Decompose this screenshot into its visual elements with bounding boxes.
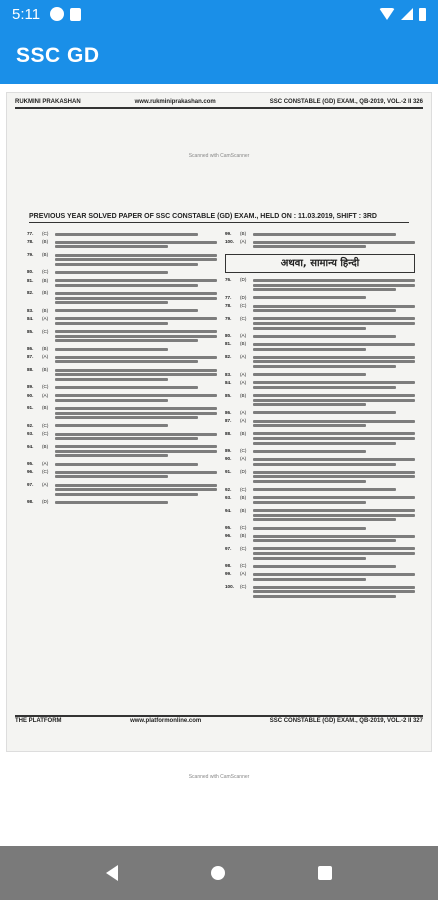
question-number: 95. [27,461,34,467]
header-right: SSC CONSTABLE (GD) EXAM., QB-2019, VOL.-2 II 326 [269,99,423,105]
question-item [225,584,415,599]
page-footer [15,715,423,725]
answer-option: (D) [240,277,247,283]
answer-option: (D) [42,499,49,505]
answer-option: (A) [240,418,247,424]
left-column [27,231,217,721]
question-number: 87. [27,354,34,360]
status-bar [0,0,438,28]
scanned-note-top: Scanned with CamScanner [188,153,250,159]
answer-option: (B) [42,307,49,313]
question-number: 78. [225,303,232,309]
question-number: 93. [27,430,34,436]
section-title: PREVIOUS YEAR SOLVED PAPER OF SSC CONSTABLE (GD) EXAM., HELD ON : 11.03.2019, SHIFT : 3RD [29,213,409,223]
answer-option: (B) [42,367,49,372]
question-number: 80. [27,269,34,275]
question-number: 76. [225,277,232,283]
answer-option: (C) [240,545,247,551]
question-number: 82. [27,290,34,296]
question-item [27,461,217,467]
question-item [27,269,217,275]
answer-option: (C) [42,269,49,275]
footer-left: THE PLATFORM [15,718,62,724]
question-item [27,482,217,497]
question-item [27,308,217,314]
question-item [225,546,415,561]
answer-option: (B) [42,251,49,257]
question-item [225,448,415,454]
question-item [27,384,217,390]
answer-option: (A) [240,239,247,245]
page-header [15,97,423,109]
question-number: 94. [225,507,232,513]
header-mid: www.rukminiprakashan.com [134,99,216,105]
answer-option: (C) [42,422,49,428]
question-number: 83. [27,307,34,313]
question-number: 89. [225,448,232,454]
question-number: 87. [225,418,232,424]
question-number: 97. [27,482,34,488]
question-item [225,372,415,378]
answer-option: (D) [240,294,247,300]
question-item [27,499,217,505]
footer-mid: www.platformonline.com [130,718,202,724]
answer-option: (C) [42,328,49,334]
question-item [27,393,217,404]
answer-option: (C) [240,303,247,309]
answer-option: (A) [42,354,49,360]
question-item [225,571,415,582]
answer-option: (B) [240,341,247,347]
answer-option: (A) [42,392,49,398]
question-number: 92. [27,422,34,428]
answer-option: (B) [240,507,247,513]
question-item [27,231,217,237]
question-number: 95. [225,524,232,530]
question-item [27,316,217,327]
question-number: 81. [225,341,232,347]
answer-option: (C) [42,231,49,236]
question-number: 77. [27,231,34,236]
question-number: 81. [27,277,34,283]
question-number: 80. [225,333,232,339]
home-icon[interactable] [211,866,225,880]
answer-option: (C) [42,384,49,390]
question-number: 90. [27,392,34,398]
question-item [225,456,415,467]
answer-option: (A) [240,371,247,377]
question-number: 77. [225,294,232,300]
question-item [27,367,217,382]
question-number: 88. [225,430,232,436]
answer-option: (B) [240,494,247,500]
question-number: 86. [27,346,34,352]
app-bar [0,28,438,84]
question-number: 88. [27,367,34,372]
question-item [27,329,217,344]
answer-option: (C) [240,563,247,569]
question-number: 93. [225,494,232,500]
question-number: 94. [27,443,34,449]
battery-icon [419,8,426,21]
question-item [27,290,217,305]
answer-option: (B) [42,405,49,411]
question-item [225,341,415,352]
answer-option: (C) [240,584,247,590]
question-number: 99. [225,571,232,577]
answer-option: (A) [240,456,247,462]
question-number: 79. [225,315,232,321]
answer-option: (B) [42,443,49,449]
document-viewer[interactable] [0,84,438,846]
answer-option: (C) [240,448,247,454]
sd-card-icon [70,8,81,21]
answer-option: (A) [42,482,49,488]
question-item [225,333,415,339]
question-item [27,423,217,429]
question-item [225,277,415,292]
question-item [225,380,415,391]
question-item [225,495,415,506]
question-number: 84. [225,379,232,385]
answer-option: (A) [42,461,49,467]
app-title: SSC GD [16,44,100,67]
navigation-bar [0,846,438,900]
question-item [27,469,217,480]
question-item [27,252,217,267]
notification-icon [50,7,64,21]
question-number: 91. [225,469,232,475]
question-number: 92. [225,486,232,492]
answer-option: (C) [42,430,49,436]
recents-icon[interactable] [318,866,332,880]
question-item [27,278,217,289]
question-item [225,295,415,301]
question-item [225,316,415,331]
answer-option: (B) [240,533,247,539]
question-item [225,354,415,369]
answer-option: (B) [42,239,49,245]
status-time: 5:11 [12,5,41,23]
question-item [225,231,415,237]
question-item [225,410,415,416]
question-item [225,393,415,408]
answer-option: (A) [240,409,247,415]
question-number: 82. [225,354,232,360]
answer-option: (C) [240,315,247,321]
question-item [225,533,415,544]
question-item [225,418,415,429]
question-item [27,239,217,250]
answer-option: (C) [240,486,247,492]
question-number: 96. [27,469,34,475]
question-number: 100. [225,584,234,590]
question-number: 83. [225,371,232,377]
back-icon[interactable] [106,865,118,881]
question-number: 84. [27,315,34,321]
answer-option: (B) [240,430,247,436]
hindi-section-heading: अथवा, सामान्य हिन्दी [225,254,415,274]
question-item [225,431,415,446]
answer-option: (A) [240,333,247,339]
question-item [27,354,217,365]
question-number: 91. [27,405,34,411]
header-left: RUKMINI PRAKASHAN [15,99,81,105]
question-number: 97. [225,545,232,551]
answer-option: (C) [42,469,49,475]
answer-option: (A) [240,571,247,577]
question-item [225,487,415,493]
answer-option: (A) [240,379,247,385]
footer-right: SSC CONSTABLE (GD) EXAM., QB-2019, VOL.-2 II 327 [269,718,423,724]
answer-option: (B) [240,231,247,236]
question-item [27,444,217,459]
question-number: 89. [27,384,34,390]
question-item [225,469,415,484]
question-number: 86. [225,409,232,415]
question-item [225,525,415,531]
answer-option: (A) [42,315,49,321]
answer-option: (D) [240,469,247,475]
question-item [225,239,415,250]
document-page[interactable] [6,92,432,752]
question-number: 98. [27,499,34,505]
question-item [27,405,217,420]
answer-option: (C) [240,524,247,530]
answer-option: (B) [240,392,247,398]
answer-option: (B) [42,346,49,352]
question-item [27,431,217,442]
question-number: 90. [225,456,232,462]
question-item [225,508,415,523]
wifi-icon [379,8,395,20]
question-number: 85. [27,328,34,334]
answer-option: (A) [240,354,247,360]
scanned-note-bottom: Scanned with CamScanner [188,774,250,780]
answer-option: (B) [42,277,49,283]
question-item [225,563,415,569]
question-number: 85. [225,392,232,398]
question-number: 96. [225,533,232,539]
answer-option: (B) [42,290,49,296]
right-column [225,231,415,721]
question-number: 98. [225,563,232,569]
question-number: 78. [27,239,34,245]
question-item [225,303,415,314]
question-item [27,346,217,352]
signal-icon [401,8,413,20]
question-number: 79. [27,251,34,257]
question-number: 99. [225,231,232,236]
question-number: 100. [225,239,234,245]
